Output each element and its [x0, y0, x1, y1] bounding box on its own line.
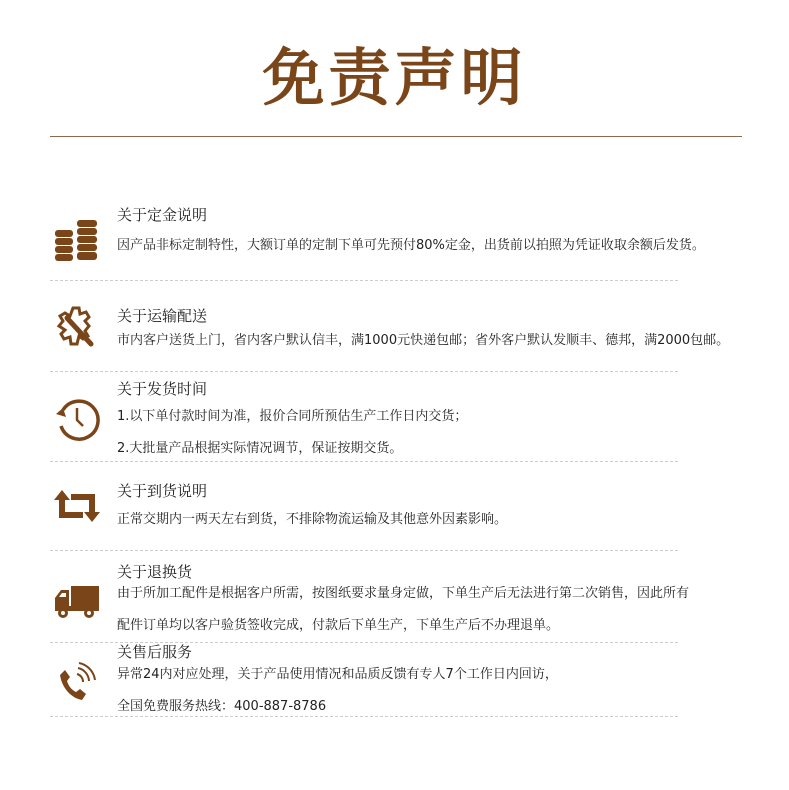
coins-icon — [53, 218, 101, 262]
truck-icon — [53, 578, 101, 622]
section-text: 2.大批量产品根据实际情况调节，保证按期交货。 — [117, 441, 403, 456]
section-divider — [50, 550, 678, 551]
section-divider — [50, 461, 678, 462]
section-text: 配件订单均以客户验货签收完成，付款后下单生产，下单生产后不办理退单。 — [117, 618, 560, 633]
exchange-arrows-icon — [53, 484, 101, 528]
section-divider — [50, 716, 678, 717]
section-heading: 关售后服务 — [117, 643, 193, 661]
section-heading: 关于运输配送 — [117, 307, 208, 325]
section-text: 市内客户送货上门，省内客户默认信丰，满1000元快递包邮；省外客户默认发顺丰、德邦，满2000包邮。 — [117, 333, 730, 348]
section-text: 1.以下单付款时间为准，报价合同所预估生产工作日内交货； — [117, 409, 468, 424]
section-text: 因产品非标定制特性，大额订单的定制下单可先预付80%定金，出货前以拍照为凭证收取余额后发货。 — [117, 238, 705, 253]
page-title: 免责声明 — [262, 41, 527, 114]
phone-icon — [53, 662, 101, 706]
hotline-text: 全国免费服务热线：400-887-8786 — [117, 699, 327, 714]
section-text: 正常交期内一两天左右到货，不排除物流运输及其他意外因素影响。 — [117, 512, 508, 527]
section-heading: 关于退换货 — [117, 563, 193, 581]
section-heading: 关于到货说明 — [117, 482, 208, 500]
section-text: 异常24内对应处理，关于产品使用情况和品质反馈有专人7个工作日内回访， — [117, 667, 558, 682]
section-divider — [50, 280, 678, 281]
clock-icon — [53, 398, 101, 442]
section-heading: 关于定金说明 — [117, 206, 208, 224]
title-divider — [50, 136, 742, 137]
section-heading: 关于发货时间 — [117, 380, 208, 398]
section-divider — [50, 371, 678, 372]
gear-wrench-icon — [53, 304, 101, 348]
section-text: 由于所加工配件是根据客户所需，按图纸要求量身定做，下单生产后无法进行第二次销售，因此所有 — [117, 586, 690, 601]
